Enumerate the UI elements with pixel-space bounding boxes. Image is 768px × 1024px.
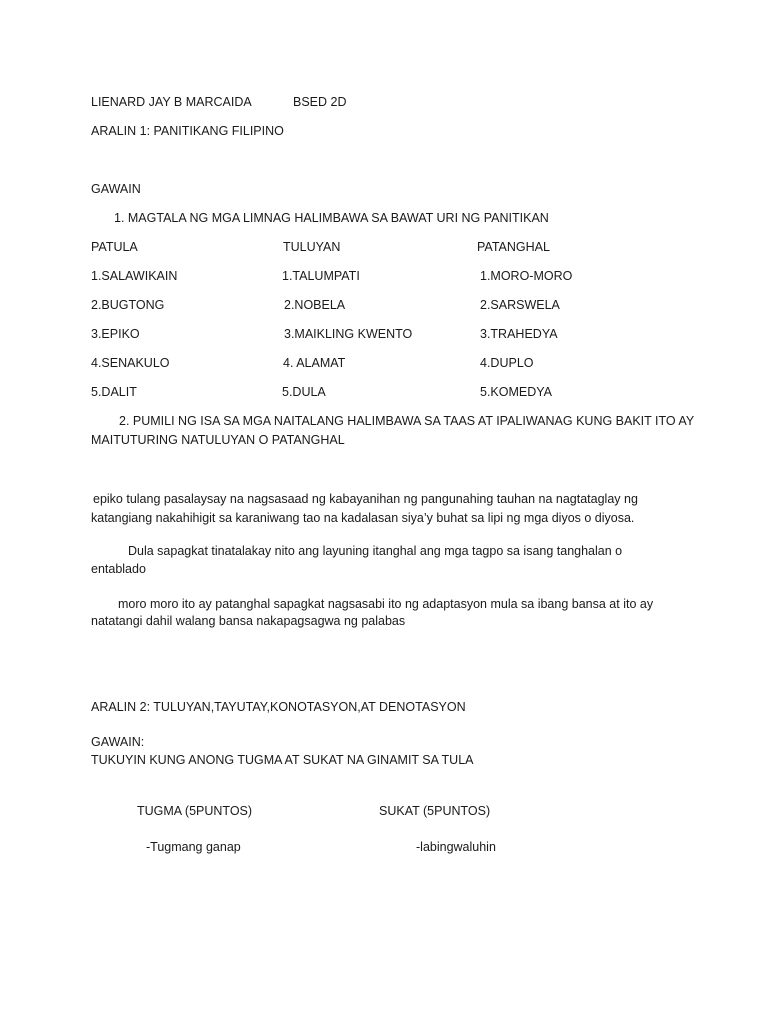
instruction-1: 1. MAGTALA NG MGA LIMNAG HALIMBAWA SA BAWAT URI NG PANITIKAN: [114, 211, 549, 225]
gawain-label: GAWAIN: [91, 182, 141, 196]
tugma-answer: -Tugmang ganap: [146, 840, 241, 854]
patanghal-item: 3.TRAHEDYA: [480, 327, 558, 341]
answer-moro-moro-line2: natatangi dahil walang bansa nakapagsagwa ng palabas: [91, 614, 406, 628]
patula-item: 5.DALIT: [91, 385, 137, 399]
patula-item: 1.SALAWIKAIN: [91, 269, 178, 283]
column-header-patanghal: PATANGHAL: [477, 240, 550, 254]
sukat-header: SUKAT (5PUNTOS): [379, 804, 491, 818]
patula-item: 4.SENAKULO: [91, 356, 170, 370]
patanghal-item: 5.KOMEDYA: [480, 385, 553, 399]
lesson2-gawain-label: GAWAIN:: [91, 735, 145, 749]
answer-dula-line1: Dula sapagkat tinatalakay nito ang layuning itanghal ang mga tagpo sa isang tanghalan o: [128, 544, 623, 558]
patanghal-item: 2.SARSWELA: [480, 298, 560, 312]
patanghal-item: 1.MORO-MORO: [480, 269, 573, 283]
section-label: BSED 2D: [293, 95, 347, 109]
instruction-2-line1: 2. PUMILI NG ISA SA MGA NAITALANG HALIMBAWA SA TAAS AT IPALIWANAG KUNG BAKIT ITO AY: [119, 414, 695, 428]
patula-item: 2.BUGTONG: [91, 298, 165, 312]
answer-epiko-line1: epiko tulang pasalaysay na nagsasaad ng kabayanihan ng pangunahing tauhan na nagtataglay ng: [93, 492, 638, 506]
student-name: LIENARD JAY B MARCAIDA: [91, 95, 252, 109]
answer-dula-line2: entablado: [91, 562, 146, 576]
column-header-patula: PATULA: [91, 240, 138, 254]
tuluyan-item: 4. ALAMAT: [283, 356, 346, 370]
lesson2-title: ARALIN 2: TULUYAN,TAYUTAY,KONOTASYON,AT DENOTASYON: [91, 700, 466, 714]
tugma-header: TUGMA (5PUNTOS): [137, 804, 253, 818]
tuluyan-item: 1.TALUMPATI: [282, 269, 360, 283]
tuluyan-item: 2.NOBELA: [284, 298, 346, 312]
sukat-answer: -labingwaluhin: [416, 840, 496, 854]
lesson1-title: ARALIN 1: PANITIKANG FILIPINO: [91, 124, 284, 138]
lesson2-instruction: TUKUYIN KUNG ANONG TUGMA AT SUKAT NA GINAMIT SA TULA: [91, 753, 474, 767]
answer-moro-moro-line1: moro moro ito ay patanghal sapagkat nagsasabi ito ng adaptasyon mula sa ibang bansa at ito ay: [118, 597, 654, 611]
patula-item: 3.EPIKO: [91, 327, 140, 341]
tuluyan-item: 5.DULA: [282, 385, 326, 399]
column-header-tuluyan: TULUYAN: [283, 240, 341, 254]
instruction-2-line2: MAITUTURING NATULUYAN O PATANGHAL: [91, 433, 345, 447]
patanghal-item: 4.DUPLO: [480, 356, 534, 370]
tuluyan-item: 3.MAIKLING KWENTO: [284, 327, 413, 341]
answer-epiko-line2: katangiang nakahihigit sa karaniwang tao na kadalasan siya’y buhat sa lipi ng mga diyos o diyosa.: [91, 511, 635, 525]
